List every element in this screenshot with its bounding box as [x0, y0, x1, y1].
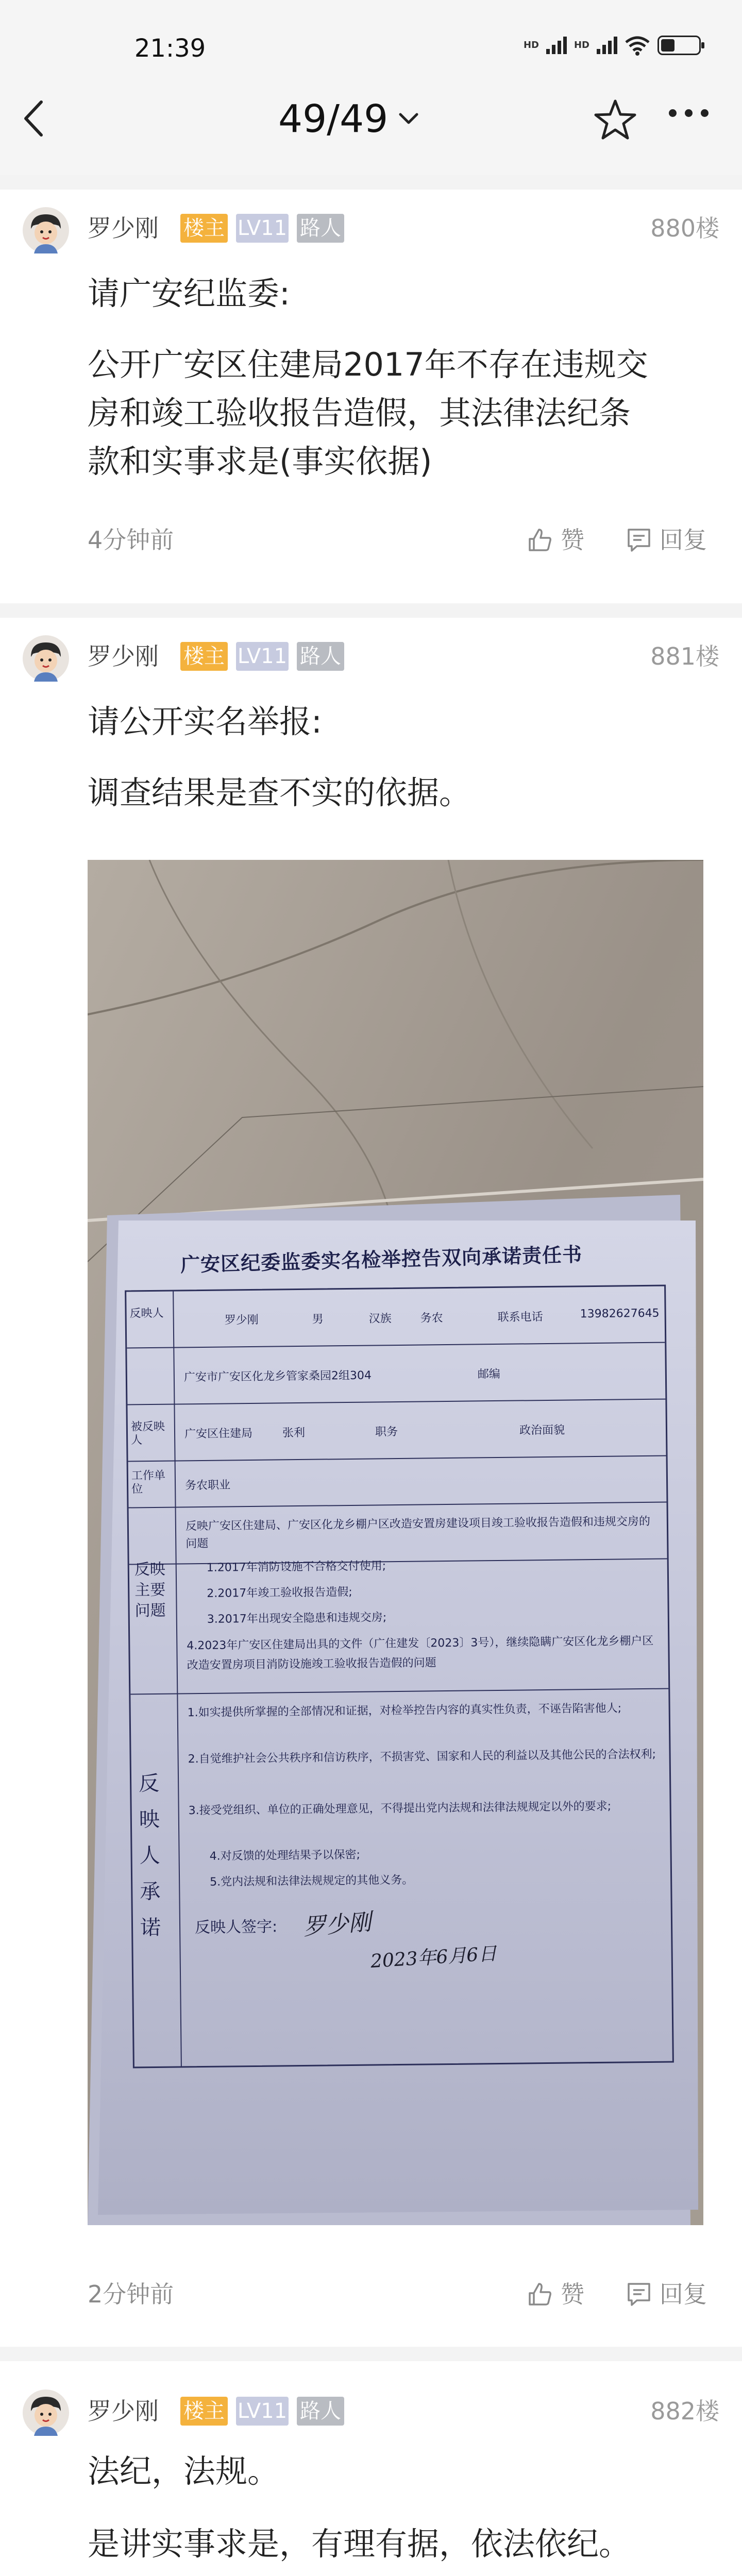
cell-text: 汉族: [368, 1312, 392, 1326]
post-text: 是讲实事求是，有理有据，依法依纪。: [88, 2525, 631, 2563]
chevron-down-icon: [398, 111, 419, 127]
cell-text: 13982627645: [580, 1307, 660, 1321]
reply-label: 回复: [660, 526, 707, 554]
issue-text: 1.2017年消防设施不合格交付使用;: [206, 1560, 386, 1574]
comment-icon: [626, 527, 652, 553]
status-bar: [0, 0, 742, 66]
cell-text: 张利: [282, 1426, 306, 1440]
issue-text: 反映广安区住建局、广安区化龙乡棚户区改造安置房建设项目竣工验收报告造假和违规交房的问题: [185, 1515, 651, 1551]
rank-badge: 路人: [297, 642, 344, 671]
section-label: 反映人承诺: [138, 1771, 161, 1940]
like-label: 赞: [561, 526, 584, 554]
post-time: 4分钟前: [88, 526, 174, 554]
signature: 罗少刚: [302, 1909, 373, 1941]
signal-icon-2: [597, 37, 617, 54]
status-time: 21:39: [134, 34, 206, 63]
like-label: 赞: [561, 2280, 584, 2308]
section-label: 反映主要问题: [134, 1560, 166, 1620]
level-badge: LV11: [236, 214, 289, 243]
level-badge: LV11: [236, 2397, 289, 2426]
table-row: [130, 1688, 668, 1695]
cell-text: 务农职业: [184, 1479, 231, 1493]
cell-text: 职务: [375, 1426, 398, 1439]
cell-text: 政治面貌: [519, 1423, 565, 1437]
level-badge: LV11: [236, 642, 289, 671]
post-text: 调查结果是查不实的依据。: [88, 774, 471, 811]
like-button[interactable]: [527, 2280, 584, 2309]
section-divider: [0, 175, 742, 190]
cell-text: 广安市广安区化龙乡管家桑园2组304: [183, 1369, 372, 1384]
thumbs-up-icon: [527, 527, 553, 553]
owner-badge: 楼主: [180, 2397, 228, 2426]
post-text: 房和竣工验收报告造假，其法律法纪条: [88, 394, 631, 432]
document-title: 广安区纪委监委实名检举控告双向承诺责任书: [180, 1243, 583, 1277]
cell-text: 务农: [420, 1312, 443, 1325]
issue-text: 3.2017年出现安全隐患和违规交房;: [207, 1611, 387, 1626]
username[interactable]: 罗少刚: [88, 2397, 159, 2425]
rank-badge: 路人: [297, 2397, 344, 2426]
username[interactable]: 罗少刚: [88, 642, 159, 670]
star-icon[interactable]: [593, 97, 638, 142]
section-divider: [0, 603, 742, 618]
reply-button[interactable]: [626, 2280, 707, 2309]
rank-badge: 路人: [297, 214, 344, 243]
floor-number: 882楼: [650, 2397, 719, 2425]
username[interactable]: 罗少刚: [88, 214, 159, 242]
floor-number: 881楼: [650, 642, 719, 670]
cell-text: 邮编: [477, 1367, 501, 1381]
promise-text: 5.党内法规和法律法规规定的其他义务。: [210, 1873, 414, 1889]
document-date: 2023年6月6日: [369, 1943, 498, 1972]
post-time: 2分钟前: [88, 2280, 174, 2308]
avatar[interactable]: [23, 635, 69, 682]
promise-text: 1.如实提供所掌握的全部情况和证据，对检举控告内容的真实性负责，不诬告陷害他人;: [187, 1702, 622, 1720]
promise-text: 3.接受党组织、单位的正确处理意见，不得提出党内法规和法律法规规定以外的要求;: [188, 1800, 612, 1818]
page-selector[interactable]: [278, 96, 419, 142]
reply-label: 回复: [660, 2280, 707, 2308]
page-indicator: 49/49: [278, 97, 389, 141]
hd-label-2: HD: [574, 40, 589, 50]
post-text: 款和实事求是(事实依据): [88, 443, 432, 480]
thumbs-up-icon: [527, 2281, 553, 2308]
row-label: 被反映人: [130, 1420, 165, 1447]
floor-number: 880楼: [650, 214, 719, 242]
row-label: 工作单位: [131, 1469, 166, 1496]
wifi-icon: [625, 35, 650, 56]
document-table: [125, 1285, 674, 2069]
cell-text: 男: [312, 1313, 324, 1326]
post-text: 公开广安区住建局2017年不存在违规交: [88, 346, 648, 383]
owner-badge: 楼主: [180, 642, 228, 671]
hd-label: HD: [523, 40, 539, 50]
issue-text: 2.2017年竣工验收报告造假;: [207, 1585, 352, 1600]
promise-text: 2.自觉维护社会公共秩序和信访秩序，不损害党、国家和人民的利益以及其他公民的合法权利;: [188, 1748, 656, 1766]
cell-text: 联系电话: [497, 1311, 543, 1324]
section-divider: [0, 2347, 742, 2361]
post-text: 法纪，法规。: [88, 2452, 280, 2490]
avatar[interactable]: [23, 207, 69, 253]
signal-icon: [546, 37, 567, 54]
avatar[interactable]: [23, 2389, 69, 2436]
status-icons: [524, 35, 701, 56]
post-image[interactable]: [88, 860, 703, 2225]
cell-text: 广安区住建局: [184, 1427, 253, 1441]
comment-icon: [626, 2281, 652, 2308]
post-text: 请广安纪监委:: [88, 275, 290, 312]
more-icon[interactable]: [669, 109, 709, 117]
issue-text: 4.2023年广安区住建局出具的文件（广住建发〔2023〕3号），继续隐瞒广安区化龙乡棚户区改造安置房项目消防设施竣工验收报告造假的问题: [187, 1634, 654, 1672]
cell-text: 罗少刚: [224, 1313, 259, 1327]
like-button[interactable]: [527, 526, 584, 554]
promise-text: 4.对反馈的处理结果予以保密;: [209, 1848, 361, 1863]
signature-label: 反映人签字:: [194, 1918, 278, 1937]
reply-button[interactable]: [626, 526, 707, 554]
battery-icon: [657, 36, 701, 55]
back-arrow-icon[interactable]: [21, 98, 46, 139]
post-text: 请公开实名举报:: [88, 703, 322, 740]
owner-badge: 楼主: [180, 214, 228, 243]
row-label: 反映人: [129, 1307, 164, 1320]
